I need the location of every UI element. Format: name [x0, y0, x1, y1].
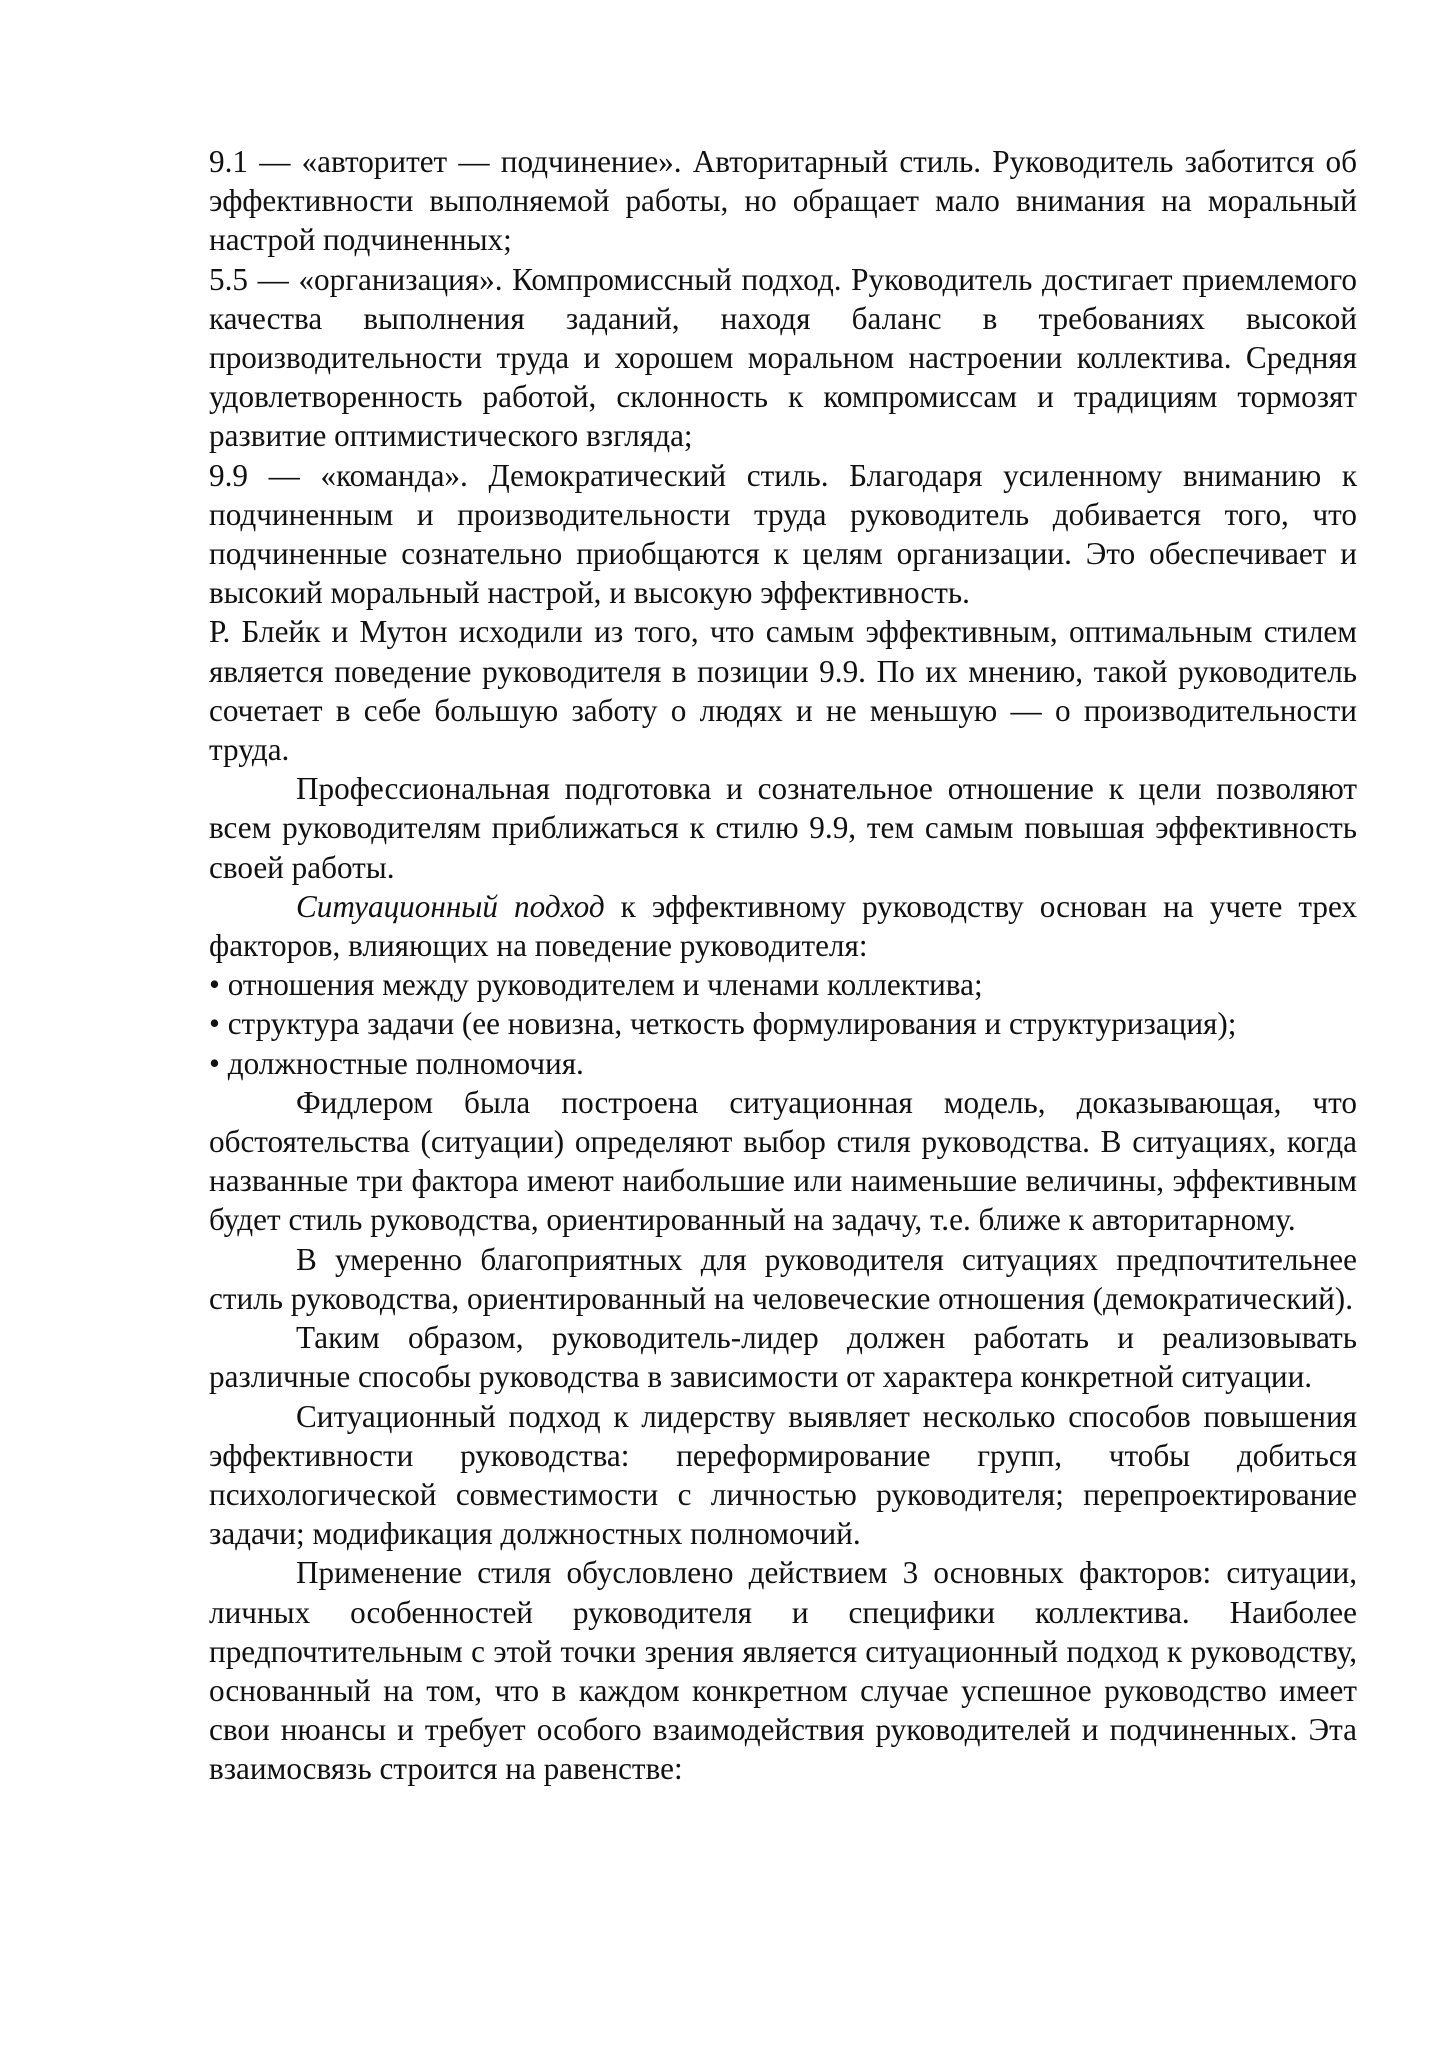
- paragraph-situational-approach: [209, 887, 1357, 965]
- paragraph-moderate-situations: В умеренно благоприятных для руководителя ситуациях предпочтительнее стиль руководства, ориентированный на человеческие отношения (демократический).: [209, 1241, 1357, 1316]
- situational-approach-text: к эффективному руководству основан на учете трех факторов, влияющих на поведение руководителя:: [209, 888, 1357, 964]
- paragraph-style-9-9: 9.9 — «команда». Демократический стиль. Благодаря усиленному вниманию к подчиненным и производительности труда руководитель добивается того, что подчиненные сознательно приобщаются к целям организации. Это обеспечивает и высокий моральный настрой, и высокую эффективность.: [209, 457, 1357, 611]
- document-page: [209, 142, 1357, 1789]
- paragraph-fiedler-model: Фидлером была построена ситуационная модель, доказывающая, что обстоятельства (ситуации) определяют выбор стиля руководства. В ситуациях, когда названные три фактора имеют наибольшие или наименьшие величины, эффективным будет стиль руководства, ориентированный на задачу, т.е. ближе к авторитарному.: [209, 1084, 1357, 1238]
- paragraph-style-5-5: 5.5 — «организация». Компромиссный подход. Руководитель достигает приемлемого качества выполнения заданий, находя баланс в требованиях высокой производительности труда и хорошем моральном настроении коллектива. Средняя удовлетворенность работой, склонность к компромиссам и традициям тормозят развитие оптимистического взгляда;: [209, 261, 1357, 454]
- paragraph-style-factors: Применение стиля обусловлено действием 3 основных факторов: ситуации, личных особенностей руководителя и специфики коллектива. Наиболее предпочтительным с этой точки зрения является ситуационный подход к руководству, основанный на том, что в каждом конкретном случае успешное руководство имеет свои нюансы и требует особого взаимодействия руководителей и подчиненных. Эта взаимосвязь строится на равенстве:: [209, 1555, 1357, 1787]
- paragraph-professional-training: Профессиональная подготовка и сознательное отношение к цели позволяют всем руководителям приближаться к стилю 9.9, тем самым повышая эффективность своей работы.: [209, 771, 1357, 885]
- paragraph-style-9-1: 9.1 — «авторитет — подчинение». Авторитарный стиль. Руководитель заботится об эффективности выполняемой работы, но обращает мало внимания на моральный настрой подчиненных;: [209, 144, 1357, 258]
- paragraph-blake-mouton: Р. Блейк и Мутон исходили из того, что самым эффективным, оптимальным стилем является поведение руководителя в позиции 9.9. По их мнению, такой руководитель сочетает в себе большую заботу о людях и не меньшую — о производительности труда.: [209, 614, 1357, 768]
- bullet-item: • структура задачи (ее новизна, четкость формулирования и структуризация);: [209, 1006, 1237, 1042]
- bullet-item: • отношения между руководителем и членами коллектива;: [209, 967, 983, 1003]
- paragraph-effectiveness-methods: Ситуационный подход к лидерству выявляет несколько способов повышения эффективности руководства: переформирование групп, чтобы добиться психологической совместимости с личностью руководителя; перепроектирование задачи; модификация должностных полномочий.: [209, 1398, 1357, 1552]
- situational-approach-term: Ситуационный подход: [296, 888, 605, 924]
- paragraph-leader-conclusion: Таким образом, руководитель-лидер должен работать и реализовывать различные способы руководства в зависимости от характера конкретной ситуации.: [209, 1320, 1357, 1395]
- bullet-item: • должностные полномочия.: [209, 1045, 584, 1081]
